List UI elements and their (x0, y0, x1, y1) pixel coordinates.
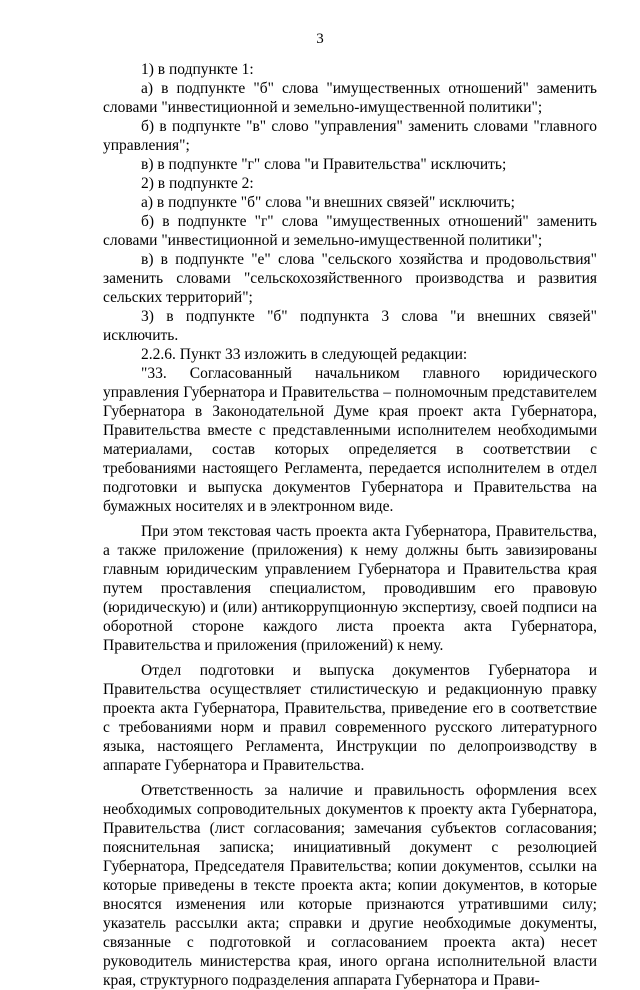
paragraph: в) в подпункте "е" слова "сельского хозяйства и продовольствия" заменить словами "сельскохозяйственного производства и развития сельских территорий"; (103, 251, 597, 306)
paragraph: 3) в подпункте "б" подпункта 3 слова "и внешних связей" исключить. (103, 308, 597, 344)
paragraph: 2.2.6. Пункт 33 изложить в следующей редакции: (141, 346, 468, 363)
paragraph: 2) в подпункте 2: (141, 175, 254, 192)
paragraph: Ответственность за наличие и правильность оформления всех необходимых сопроводительных документов к проекту акта Губернатора, Правительства (лист согласования; замечания субъектов согласования; пояснительная записка; инициативный документ с резолюцией Губернатора, Председателя Правительства; копии документов, ссылки на которые приведены в тексте проекта акта; копии документов, в которые вносятся изменения или которые признаются утратившими силу; указатель рассылки акта; справки и другие необходимые документы, связанные с подготовкой и согласованием проекта акта) несет руководитель министерства края, иного органа исполнительной власти края, структурного подразделения аппарата Губернатора и Прави- (103, 782, 597, 989)
paragraph: б) в подпункте "г" слова "имущественных отношений" заменить словами "инвестиционной и земельно-имущественной политики"; (103, 213, 597, 249)
paragraph: 1) в подпункте 1: (141, 61, 254, 78)
paragraph: б) в подпункте "в" слово "управления" заменить словами "главного управления"; (103, 118, 597, 154)
document-body (103, 60, 597, 990)
paragraph: а) в подпункте "б" слова "и внешних связей" исключить; (141, 194, 515, 211)
paragraph: Отдел подготовки и выпуска документов Губернатора и Правительства осуществляет стилистическую и редакционную правку проекта акта Губернатора, Правительства, приведение его в соответствие с требованиями норм и правил современного русского литературного языка, настоящего Регламента, Инструкции по делопроизводству в аппарате Губернатора и Правительства. (103, 662, 597, 774)
paragraph: в) в подпункте "г" слова "и Правительства" исключить; (141, 156, 507, 173)
paragraph: При этом текстовая часть проекта акта Губернатора, Правительства, а также приложение (приложения) к нему должны быть завизированы главным юридическим управлением Губернатора и Правительства края путем проставления специалистом, проводившим его правовую (юридическую) и (или) антикоррупционную экспертизу, своей подписи на оборотной стороне каждого листа проекта акта Губернатора, Правительства и приложения (приложений) к нему. (103, 523, 597, 654)
paragraph: а) в подпункте "б" слова "имущественных отношений" заменить словами "инвестиционной и земельно-имущественной политики"; (103, 80, 597, 116)
page-number: 3 (316, 31, 324, 47)
paragraph: "33. Согласованный начальником главного юридического управления Губернатора и Правительства – полномочным представителем Губернатора в Законодательной Думе края проект акта Губернатора, Правительства вместе с представленными исполнителем необходимыми материалами, состав которых определяется в соответствии с требованиями настоящего Регламента, передается исполнителем в отдел подготовки и выпуска документов Губернатора и Правительства на бумажных носителях и в электронном виде. (103, 365, 597, 515)
